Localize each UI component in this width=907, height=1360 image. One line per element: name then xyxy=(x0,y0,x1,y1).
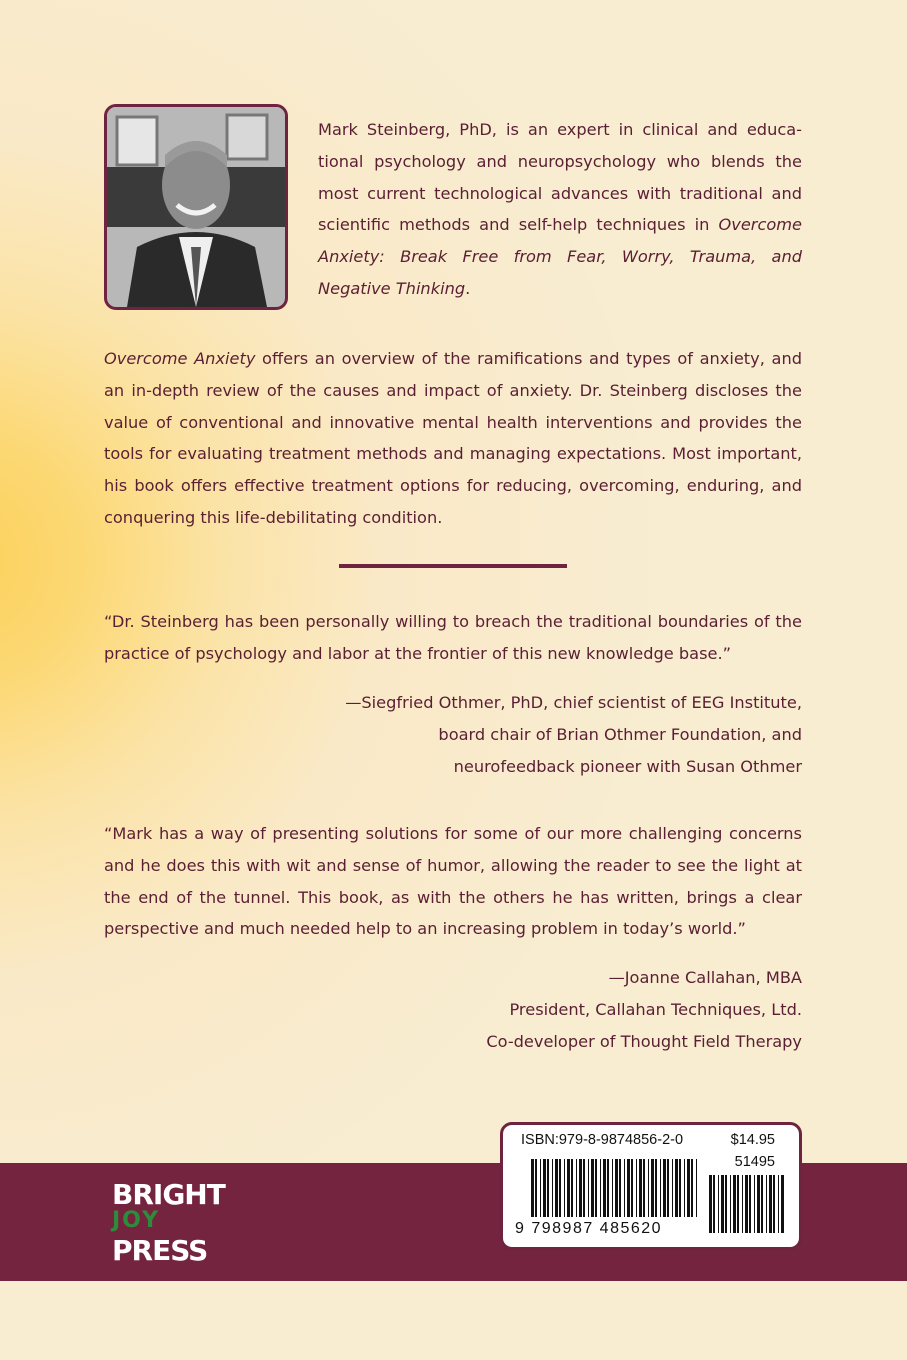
barcode-bar xyxy=(663,1159,666,1217)
attribution-line: board chair of Brian Othmer Foundation, and xyxy=(438,724,802,744)
barcode-bar xyxy=(696,1159,697,1217)
bio-text: , is an expert in clinical and educational psychology and neuropsychology who blends the most current technological advances with traditional and scientific methods and self-help techniques in xyxy=(318,120,802,235)
attribution-line: Co-developer of Thought Field Therapy xyxy=(486,1031,802,1051)
divider xyxy=(339,564,567,568)
barcode-bar xyxy=(576,1159,577,1217)
barcode-bar xyxy=(624,1159,625,1217)
barcode-bar xyxy=(675,1159,678,1217)
endorsement-attribution-1 xyxy=(202,687,802,782)
barcode-bar xyxy=(543,1159,546,1217)
barcode-bar xyxy=(583,1159,585,1217)
barcode-bar xyxy=(531,1159,534,1217)
barcode-bar xyxy=(564,1159,565,1217)
bio-book-title: Overcome Anxiety: Break Free from Fear, Worry, Trauma, and Negative Thinking xyxy=(318,215,802,298)
author-bio xyxy=(318,114,802,305)
attribution-line: neurofeedback pioneer with Susan Othmer xyxy=(453,756,802,776)
barcode-bar xyxy=(781,1175,784,1233)
barcode-bar xyxy=(691,1159,693,1217)
barcode-bar xyxy=(612,1159,613,1217)
endorsement-attribution-2 xyxy=(202,962,802,1057)
barcode-bar xyxy=(540,1159,541,1217)
author-portrait-image xyxy=(107,107,285,307)
barcode-bar xyxy=(672,1159,673,1217)
barcode-bar xyxy=(559,1159,561,1217)
author-photo xyxy=(104,104,288,310)
logo-line-press: PRESS xyxy=(112,1234,208,1267)
barcode-bar xyxy=(742,1175,743,1233)
barcode-bar xyxy=(552,1159,553,1217)
barcode-bar xyxy=(749,1175,751,1233)
barcode-digits: 9 798987 485620 xyxy=(515,1220,663,1237)
description-book-title: Overcome Anxiety xyxy=(104,349,256,368)
barcode-bar xyxy=(687,1159,690,1217)
book-description xyxy=(104,343,802,534)
barcode-bar xyxy=(636,1159,637,1217)
barcode-bar xyxy=(555,1159,558,1217)
barcode-bar xyxy=(745,1175,748,1233)
barcode-bar xyxy=(754,1175,755,1233)
barcode-bar xyxy=(643,1159,645,1217)
addon-code: 51495 xyxy=(734,1154,775,1170)
publisher-logo xyxy=(112,1178,227,1273)
barcode-bar xyxy=(547,1159,549,1217)
description-text: offers an overview of the ramifications and types of anxiety, and an in-depth review of the causes and impact of anxiety. Dr. Steinberg discloses the value of conventional and innovative mental health interventions and provides the tools for evaluating treatment methods and managing expectations. Most important, his book offers effective treatment options for reducing, overcoming, enduring, and conquering this life-debilitating condition. xyxy=(104,349,802,527)
barcode-bar xyxy=(778,1175,779,1233)
barcode-bar xyxy=(619,1159,621,1217)
barcode-bar xyxy=(595,1159,597,1217)
isbn-barcode xyxy=(500,1122,802,1250)
barcode-bar xyxy=(713,1175,715,1233)
barcode-bar xyxy=(667,1159,669,1217)
barcode-bar xyxy=(737,1175,739,1233)
price-text: $14.95 xyxy=(730,1132,775,1148)
attribution-line: —Joanne Callahan, MBA xyxy=(608,968,802,987)
barcode-bar xyxy=(721,1175,724,1233)
barcode-bar xyxy=(603,1159,606,1217)
barcode-bar xyxy=(571,1159,573,1217)
logo-line-bright: BRIGHT xyxy=(112,1178,225,1211)
endorsement-quote-2: “Mark has a way of presenting solutions for some of our more challenging concerns and he does this with wit and sense of humor, allowing the reader to see the light at the end of the tunnel. This book, as with the others he has written, brings a clear perspective and much needed help to an increasing problem in today’s world.” xyxy=(104,824,802,939)
barcode-bar xyxy=(591,1159,594,1217)
barcode-bar xyxy=(679,1159,681,1217)
attribution-line: —Siegfried Othmer, PhD, chief scientist of EEG Institute, xyxy=(345,693,802,712)
barcode-bar xyxy=(773,1175,775,1233)
barcode-bar xyxy=(684,1159,685,1217)
barcode-bar xyxy=(766,1175,767,1233)
barcode-bar xyxy=(660,1159,661,1217)
isbn-text: ISBN:979-8-9874856-2-0 xyxy=(521,1132,684,1148)
barcode-bar xyxy=(615,1159,618,1217)
barcode-bar xyxy=(655,1159,657,1217)
barcode-bar xyxy=(648,1159,649,1217)
endorsement-quote-1: “Dr. Steinberg has been personally willing to breach the traditional boundaries of the practice of psychology and labor at the frontier of this new knowledge base.” xyxy=(104,612,802,663)
barcode-bar xyxy=(579,1159,582,1217)
barcode-bar xyxy=(627,1159,630,1217)
barcode-bar xyxy=(588,1159,589,1217)
barcode-bar xyxy=(718,1175,719,1233)
author-name: Mark Steinberg, PhD xyxy=(318,120,492,139)
barcode-bar xyxy=(757,1175,760,1233)
barcode-bar xyxy=(631,1159,633,1217)
barcode-bar xyxy=(535,1159,537,1217)
barcode-bar xyxy=(709,1175,712,1233)
logo-line-joy: JOY xyxy=(112,1208,161,1233)
barcode-bar xyxy=(733,1175,736,1233)
barcode-bar xyxy=(761,1175,763,1233)
barcode-bar xyxy=(567,1159,570,1217)
barcode-bar xyxy=(600,1159,601,1217)
attribution-line: President, Callahan Techniques, Ltd. xyxy=(509,999,802,1019)
bio-end: . xyxy=(465,278,471,298)
barcode-bar xyxy=(769,1175,772,1233)
barcode-bar xyxy=(607,1159,609,1217)
barcode-bar xyxy=(725,1175,727,1233)
barcode-bar xyxy=(651,1159,654,1217)
barcode-bar xyxy=(639,1159,642,1217)
barcode-bar xyxy=(730,1175,731,1233)
